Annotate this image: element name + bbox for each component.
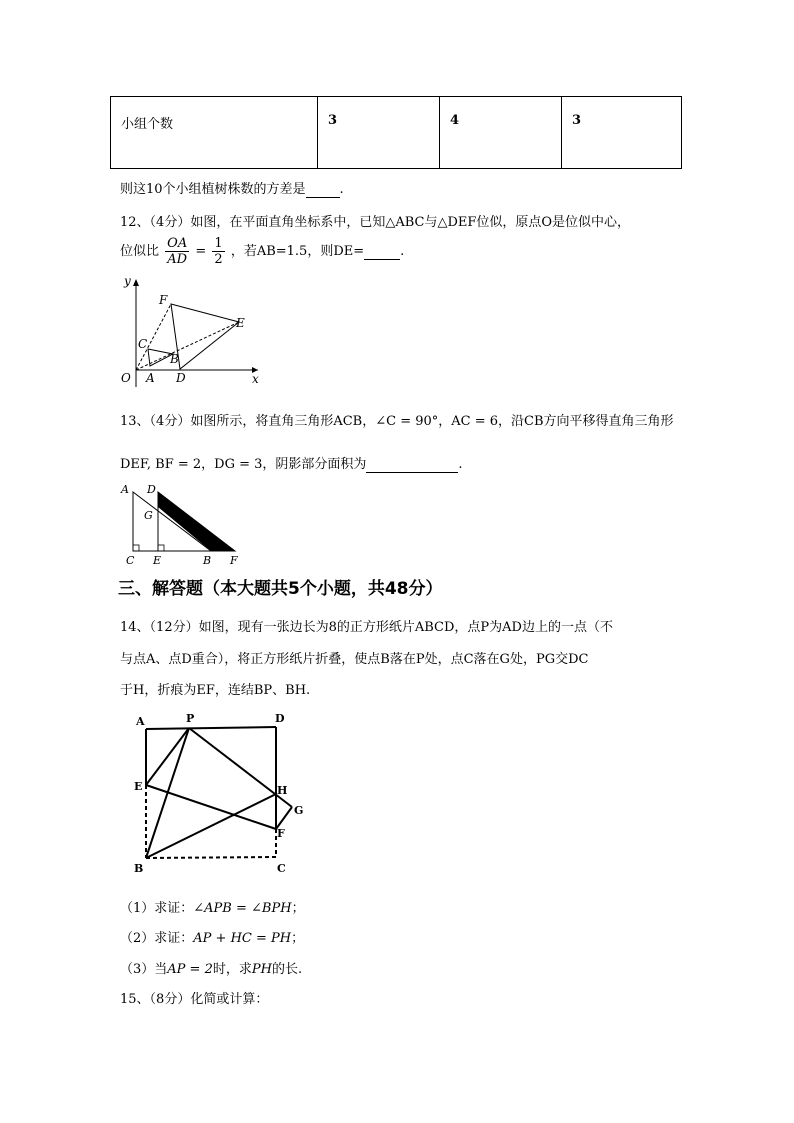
q13-line2: DEF, BF = 2，DG = 3，阴影部分面积为 . xyxy=(120,457,463,472)
label-e: E xyxy=(153,554,162,567)
q13-translation-figure xyxy=(118,480,248,568)
q14-line3 xyxy=(120,679,310,698)
q11-text: 则这10个小组植树株数的方差是 xyxy=(120,182,306,197)
label-e: E xyxy=(236,316,245,330)
q14-text-3: 于H，折痕为EF，连结BP、BH. xyxy=(120,683,311,698)
triangle-def xyxy=(171,304,239,369)
q13-number: 13、（4分） xyxy=(120,414,191,429)
label-b: B xyxy=(203,554,212,567)
label-f: F xyxy=(277,827,285,840)
q12-condition: ，若AB=1.5，则DE= xyxy=(230,244,365,259)
section-heading: 三、解答题（本大题共5个小题，共48分） xyxy=(118,579,443,599)
table-cell: 3 xyxy=(318,97,440,169)
equals-sign: = xyxy=(195,244,207,259)
answer-blank xyxy=(306,182,340,198)
label-h: H xyxy=(277,784,288,797)
q14-number: 14、（12分） xyxy=(120,620,199,635)
label-c: C xyxy=(138,337,148,351)
edge-ad xyxy=(146,727,276,729)
math-expression: AP + HC = PH xyxy=(193,931,292,946)
label-p: P xyxy=(186,712,195,725)
q12-text: 如图，在平面直角坐标系中，已知△ABC与△DEF位似，原点O是位似中心， xyxy=(190,215,631,230)
label-e: E xyxy=(134,780,143,793)
q13-text-2: DEF, BF = 2，DG = 3，阴影部分面积为 xyxy=(120,457,367,472)
q14-folding-figure xyxy=(128,708,308,878)
q15-number: 15、（8分） xyxy=(120,992,191,1007)
q14-part-2: （2）求证：AP + HC = PH； xyxy=(120,931,305,946)
q11-variance-line xyxy=(120,178,344,198)
edge-bc-dashed xyxy=(146,857,276,858)
label-d: D xyxy=(176,371,186,385)
q14-text: 如图，现有一张边长为8的正方形纸片ABCD，点P为AD边上的一点（不 xyxy=(198,620,613,635)
q12-line2: 位似比 $\frac{OA}{AD}$ = $\frac{1}{2}$ ，若AB=1.5，则DE= . xyxy=(120,236,405,267)
q12-ratio-label: 位似比 xyxy=(120,244,160,259)
group-count-table xyxy=(110,96,682,169)
label-f: F xyxy=(159,293,168,307)
table-cell: 4 xyxy=(440,97,562,169)
q12-number: 12、（4分） xyxy=(120,215,191,230)
table-label-cell: 小组个数 xyxy=(111,97,318,169)
label-f: F xyxy=(230,554,238,567)
segment-pe xyxy=(146,728,189,785)
math-expression: PH xyxy=(251,962,272,977)
math-expression: ∠APB = ∠BPH xyxy=(193,901,292,916)
fraction-one-half: $\frac{1}{2}$ xyxy=(214,236,223,267)
q13-text: 如图所示，将直角三角形ACB，∠C = 90°，AC = 6，沿CB方向平移得直角三角形 xyxy=(190,414,674,429)
q14-part-3: （3）当AP = 2时，求PH的长. xyxy=(120,962,303,977)
label-b: B xyxy=(134,862,144,875)
label-g: G xyxy=(144,509,153,522)
label-g: G xyxy=(294,804,304,817)
q14-line1 xyxy=(120,616,613,635)
table-row xyxy=(111,97,682,169)
q15-line xyxy=(120,988,268,1007)
fraction-oa-ad: $\frac{OA}{AD}$ xyxy=(167,236,188,267)
q14-text-2: 与点A、点D重合），将正方形纸片折叠，使点B落在P处，点C落在G处，PG交DC xyxy=(120,652,589,667)
right-angle-mark-c xyxy=(133,545,139,551)
q15-text: 化简或计算： xyxy=(190,992,269,1007)
q13-line1 xyxy=(120,410,674,429)
label-a: A xyxy=(136,715,145,728)
q14-part-1: （1）求证：∠APB = ∠BPH； xyxy=(120,901,305,916)
label-d: D xyxy=(147,483,156,496)
answer-blank xyxy=(364,244,400,260)
q12-coordinate-figure xyxy=(118,275,268,390)
label-o: O xyxy=(121,371,131,385)
segment-bh xyxy=(146,794,276,858)
math-expression: AP = 2 xyxy=(167,962,213,977)
label-a: A xyxy=(146,371,155,385)
q11-end: . xyxy=(339,182,344,197)
table-cell: 3 xyxy=(562,97,682,169)
shaded-region xyxy=(158,492,235,551)
label-d: D xyxy=(275,712,285,725)
label-b: B xyxy=(170,352,179,366)
answer-blank xyxy=(366,457,458,473)
label-c: C xyxy=(277,862,286,875)
y-axis-arrow xyxy=(133,279,139,286)
label-a: A xyxy=(121,483,129,496)
label-c: C xyxy=(126,554,135,567)
segment-ef xyxy=(146,785,276,829)
label-x: x xyxy=(252,372,259,386)
q14-line2 xyxy=(120,648,588,667)
segment-gf xyxy=(276,807,292,829)
q12-line1 xyxy=(120,211,630,230)
label-y: y xyxy=(124,275,131,288)
right-angle-mark-e xyxy=(158,545,164,551)
